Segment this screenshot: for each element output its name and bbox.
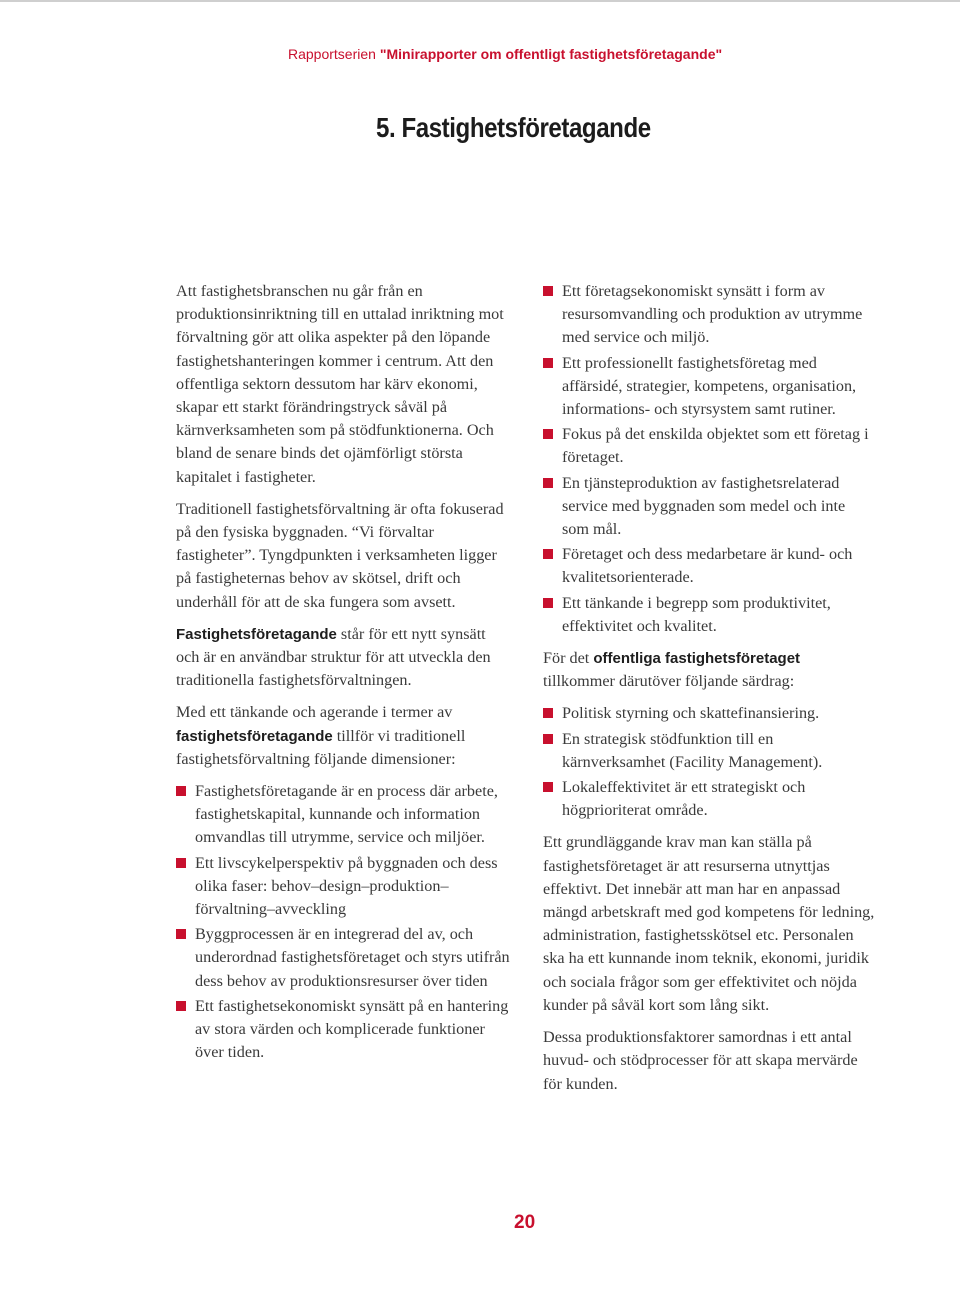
- list-item-text: Fastighetsföretagande är en process där arbete, fastighetskapital, kunnande och information omvandlas till utrymme, service och miljöer.: [195, 782, 498, 847]
- paragraph: [176, 623, 512, 693]
- square-bullet-icon: [176, 786, 186, 796]
- square-bullet-icon: [543, 358, 553, 368]
- list-item: [543, 592, 875, 638]
- bullet-list: [543, 702, 875, 822]
- square-bullet-icon: [176, 929, 186, 939]
- series-title: "Minirapporter om offentligt fastighetsföretagande": [379, 46, 723, 62]
- bold-term: offentliga fastighetsföretaget: [593, 650, 801, 668]
- list-item: [543, 702, 875, 725]
- page-title: 5. Fastighetsföretagande: [376, 112, 651, 143]
- list-item-text: Fokus på det enskilda objektet som ett företag i företaget.: [562, 425, 869, 467]
- list-item-text: Lokaleffektivitet är ett strategiskt och högprioriterat område.: [562, 778, 806, 820]
- list-item: [176, 852, 512, 922]
- list-item: [543, 280, 875, 350]
- list-item-text: Ett livscykelperspektiv på byggnaden och dess olika faser: behov–design–produktion–förvaltning–avveckling: [195, 853, 498, 919]
- paragraph: [543, 647, 875, 693]
- list-item-text: Ett företagsekonomiskt synsätt i form av resursomvandling och produktion av utrymme med service och miljö.: [562, 282, 863, 347]
- bullet-list: [543, 280, 875, 638]
- square-bullet-icon: [543, 429, 553, 439]
- paragraph: Ett grundläggande krav man kan ställa på fastighetsföretaget är att resurserna utnyttjas effektivt. Det innebär att man har en anpassad mängd arbetskraft med god kompetens för ledning, administration, fastighetsskötsel etc. Personalen ska ha ett kunnande inom teknik, ekonomi, juridik och sociala frågor som ger effektivitet och nöjda kunder på såväl kort som lång sikt.: [543, 833, 875, 1014]
- list-item-text: En tjänsteproduktion av fastighetsrelaterad service med byggnaden som medel och inte som mål.: [562, 473, 846, 539]
- paragraph: Att fastighetsbranschen nu går från en produktionsinriktning till en uttalad inriktning mot förvaltning gör att olika aspekter på den löpande fastighetshanteringen kommer i centrum. Att den offentliga sektorn dessutom har kärv ekonomi, skapar ett starkt förändringstryck såväl på kärnverksamheten som på stödfunktionerna. Och bland de senare binds det ojämförligt största kapitalet i fastigheter.: [176, 282, 504, 486]
- text-span: För det: [543, 649, 594, 668]
- list-item-text: Företaget och dess medarbetare är kund- och kvalitetsorienterade.: [562, 545, 853, 587]
- square-bullet-icon: [543, 478, 553, 488]
- list-item: [543, 352, 875, 422]
- running-header: [288, 46, 722, 62]
- bullet-list: [176, 780, 512, 1064]
- paragraph: Traditionell fastighetsförvaltning är ofta fokuserad på den fysiska byggnaden. “Vi förvaltar fastigheter”. Tyngdpunkten i verksamheten ligger på fastigheternas behov av skötsel, drift och underhåll för att de ska fungera som avsett.: [176, 499, 504, 611]
- text-span: Med ett tänkande och agerande i termer av: [176, 703, 453, 722]
- text-span: tillkommer därutöver följande särdrag:: [543, 672, 795, 691]
- paragraph: Dessa produktionsfaktorer samordnas i ett antal huvud- och stödprocesser för att skapa mervärde för kunden.: [543, 1028, 858, 1093]
- square-bullet-icon: [543, 286, 553, 296]
- right-column: [543, 280, 875, 1105]
- list-item: [543, 776, 875, 822]
- list-item: [176, 923, 512, 993]
- text-span: tillför vi traditionell fastighetsförvaltning följande dimensioner:: [176, 726, 466, 768]
- list-item: [543, 543, 875, 589]
- series-label: Rapportserien: [288, 46, 376, 62]
- paragraph: [176, 701, 512, 771]
- page-number: 20: [514, 1212, 536, 1233]
- text-span: står för ett nytt synsätt och är en användbar struktur för att utveckla den traditionella fastighetsförvaltningen.: [176, 624, 491, 690]
- list-item: [543, 728, 875, 774]
- square-bullet-icon: [543, 734, 553, 744]
- list-item: [176, 780, 512, 850]
- list-item: [543, 472, 875, 542]
- list-item-text: En strategisk stödfunktion till en kärnverksamhet (Facility Management).: [562, 729, 823, 771]
- square-bullet-icon: [176, 858, 186, 868]
- list-item: [543, 423, 875, 469]
- list-item-text: Ett professionellt fastighetsföretag med affärsidé, strategier, kompetens, organisation, informations- och styrsystem samt rutiner.: [562, 353, 857, 419]
- list-item-text: Byggprocessen är en integrerad del av, och underordnad fastighetsföretaget och styrs utifrån dess behov av produktionsresurser över tiden: [195, 925, 510, 990]
- list-item-text: Politisk styrning och skattefinansiering.: [562, 704, 820, 723]
- bold-term: Fastighetsföretagande: [176, 625, 337, 643]
- square-bullet-icon: [543, 598, 553, 608]
- top-rule: [0, 0, 960, 2]
- square-bullet-icon: [543, 782, 553, 792]
- list-item-text: Ett tänkande i begrepp som produktivitet, effektivitet och kvalitet.: [562, 593, 831, 635]
- left-column: [176, 280, 512, 1074]
- list-item: [176, 995, 512, 1065]
- list-item-text: Ett fastighetsekonomiskt synsätt på en hantering av stora värden och komplicerade funktioner över tiden.: [195, 996, 509, 1062]
- bold-term: fastighetsföretagande: [176, 727, 333, 745]
- square-bullet-icon: [543, 549, 553, 559]
- square-bullet-icon: [543, 708, 553, 718]
- square-bullet-icon: [176, 1001, 186, 1011]
